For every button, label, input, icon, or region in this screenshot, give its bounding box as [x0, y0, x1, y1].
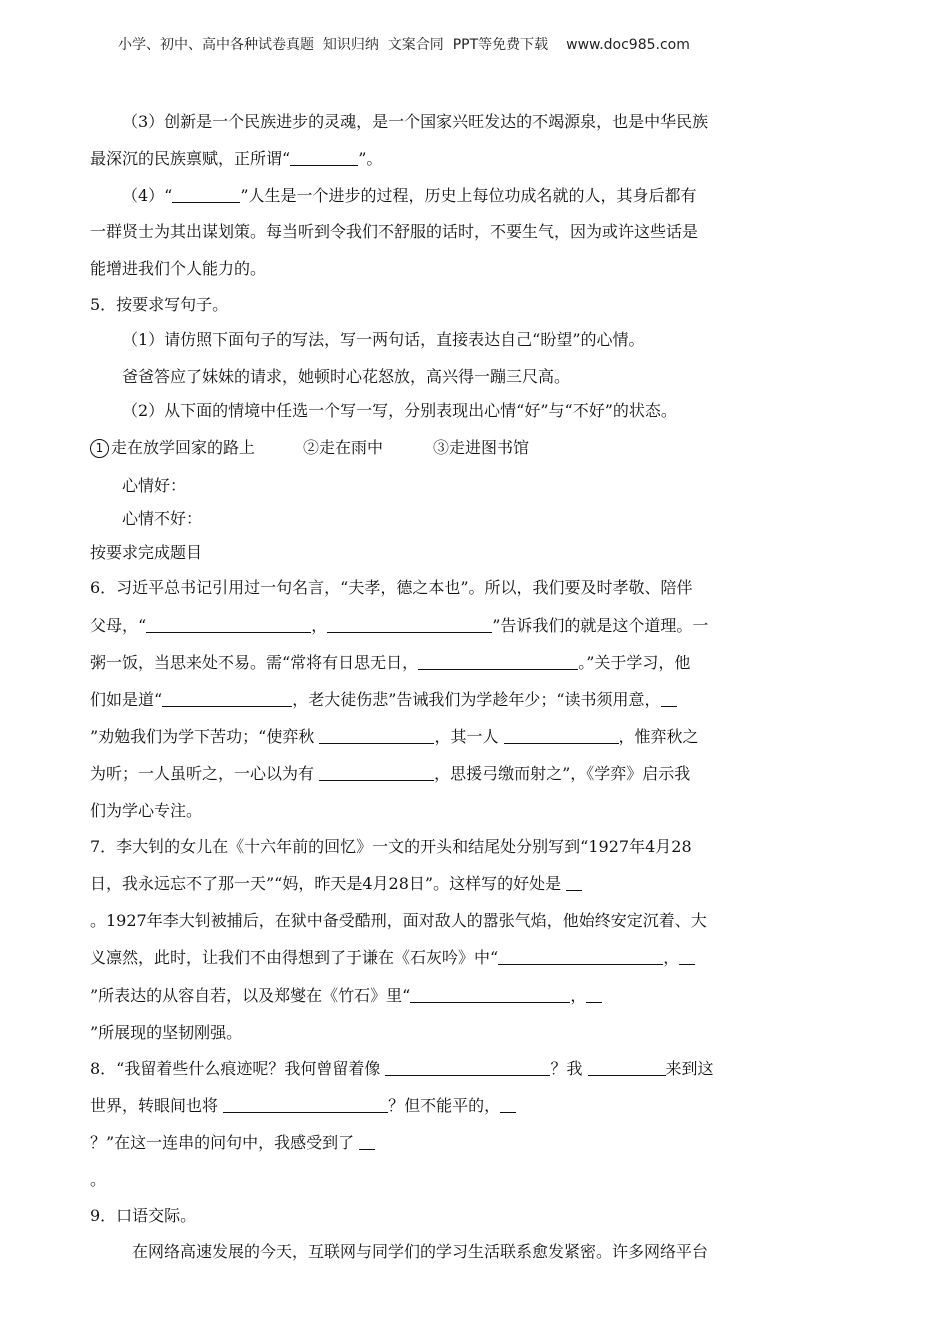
- q7-line5: ”所表达的从容自若，以及郑燮在《竹石》里“ ，: [90, 986, 602, 1006]
- answer-blank[interactable]: [327, 617, 492, 633]
- q5-title: 5．按要求写句子。: [90, 295, 229, 314]
- answer-blank[interactable]: [418, 654, 578, 670]
- q6-line7: 们为学心专注。: [90, 801, 203, 820]
- answer-blank[interactable]: [498, 949, 663, 965]
- answer-blank[interactable]: [223, 1097, 388, 1113]
- q5-sub1: （1）请仿照下面句子的写法，写一两句话，直接表达自己“盼望”的心情。: [122, 330, 645, 349]
- q5-example: 爸爸答应了妹妹的请求，她顿时心花怒放，高兴得一蹦三尺高。: [122, 367, 571, 386]
- q7-line1: 7．李大钊的女儿在《十六年前的回忆》一文的开头和结尾处分别写到“1927年4月28: [90, 837, 692, 856]
- q4-p4-line1: （4）“ ”人生是一个进步的过程，历史上每位功成名就的人，其身后都有: [122, 186, 697, 205]
- option-2: ②走在雨中: [303, 438, 384, 457]
- answer-blank[interactable]: [500, 1097, 516, 1113]
- answer-blank[interactable]: [319, 765, 434, 781]
- answer-blank[interactable]: [504, 728, 619, 744]
- q8-line3: ？”在这一连串的问句中，我感受到了: [90, 1133, 375, 1153]
- q5-good-mood: 心情好：: [122, 476, 187, 495]
- q8-line1: 8．“我留着些什么痕迹呢？我何曾留着像 ？我 来到这: [90, 1059, 714, 1078]
- q5-bad-mood: 心情不好：: [122, 509, 203, 528]
- answer-blank[interactable]: [588, 1060, 666, 1076]
- q6-line1: 6．习近平总书记引用过一句名言，“夫孝，德之本也”。所以，我们要及时孝敬、陪伴: [90, 578, 693, 597]
- section-title: 按要求完成题目: [90, 543, 203, 562]
- q5-sub2: （2）从下面的情境中任选一个写一写，分别表现出心情“好”与“不好”的状态。: [122, 401, 677, 420]
- option-1: 走在放学回家的路上: [111, 438, 256, 457]
- answer-blank[interactable]: [290, 150, 358, 166]
- q8-line4: 。: [90, 1170, 107, 1189]
- answer-blank[interactable]: [566, 875, 582, 891]
- q6-line5: ”劝勉我们为学下苦功；“使弈秋 ，其一人 ，惟弈秋之: [90, 727, 699, 746]
- answer-blank[interactable]: [162, 691, 292, 707]
- circled-number-1: 1: [90, 439, 109, 458]
- q9-title: 9．口语交际。: [90, 1206, 197, 1225]
- answer-blank[interactable]: [661, 691, 677, 707]
- q4-p4-line2: 一群贤士为其出谋划策。每当听到令我们不舒服的话时，不要生气，因为或许这些话是: [90, 222, 699, 241]
- q6-line4: 们如是道“ ，老大徒伤悲”告诫我们为学趁年少；“读书须用意，: [90, 690, 677, 710]
- header-title: 小学、初中、高中各种试卷真题 知识归纳 文案合同 PPT等免费下载: [118, 37, 549, 53]
- answer-blank[interactable]: [679, 949, 695, 965]
- q6-line6: 为听；一人虽听之，一心以为有 ，思援弓缴而射之”，《学弈》启示我: [90, 764, 691, 783]
- page-header: [118, 34, 690, 54]
- answer-blank[interactable]: [359, 1134, 375, 1150]
- answer-blank[interactable]: [319, 728, 434, 744]
- q7-line4: 义凛然，此时，让我们不由得想到了于谦在《石灰吟》中“ ，: [90, 948, 695, 968]
- header-url[interactable]: www.doc985.com: [566, 37, 690, 53]
- q4-p3-line2: 最深沉的民族禀赋，正所谓“ ”。: [90, 149, 383, 168]
- answer-blank[interactable]: [586, 987, 602, 1003]
- q7-line6: ”所展现的坚韧刚强。: [90, 1023, 243, 1042]
- q7-line3: 。1927年李大钊被捕后，在狱中备受酷刑，面对敌人的嚣张气焰，他始终安定沉着、大: [90, 911, 707, 930]
- answer-blank[interactable]: [172, 187, 240, 203]
- q5-options: [90, 438, 529, 458]
- q6-line2: 父母，“ ， ”告诉我们的就是这个道理。一: [90, 616, 709, 635]
- answer-blank[interactable]: [385, 1060, 550, 1076]
- q8-line2: 世界，转眼间也将 ？但不能平的，: [90, 1096, 516, 1116]
- q7-line2: 日，我永远忘不了那一天”“妈，昨天是4月28日”。这样写的好处是: [90, 874, 582, 894]
- answer-blank[interactable]: [146, 617, 311, 633]
- q9-line1: 在网络高速发展的今天，互联网与同学们的学习生活联系愈发紧密。许多网络平台: [132, 1242, 709, 1261]
- answer-blank[interactable]: [410, 987, 570, 1003]
- option-3: ③走进图书馆: [433, 438, 530, 457]
- q6-line3: 粥一饭，当思来处不易。需“常将有日思无日， 。”关于学习，他: [90, 653, 691, 672]
- q4-p4-line3: 能增进我们个人能力的。: [90, 259, 267, 278]
- q4-p3-line1: （3）创新是一个民族进步的灵魂，是一个国家兴旺发达的不竭源泉，也是中华民族: [122, 112, 709, 131]
